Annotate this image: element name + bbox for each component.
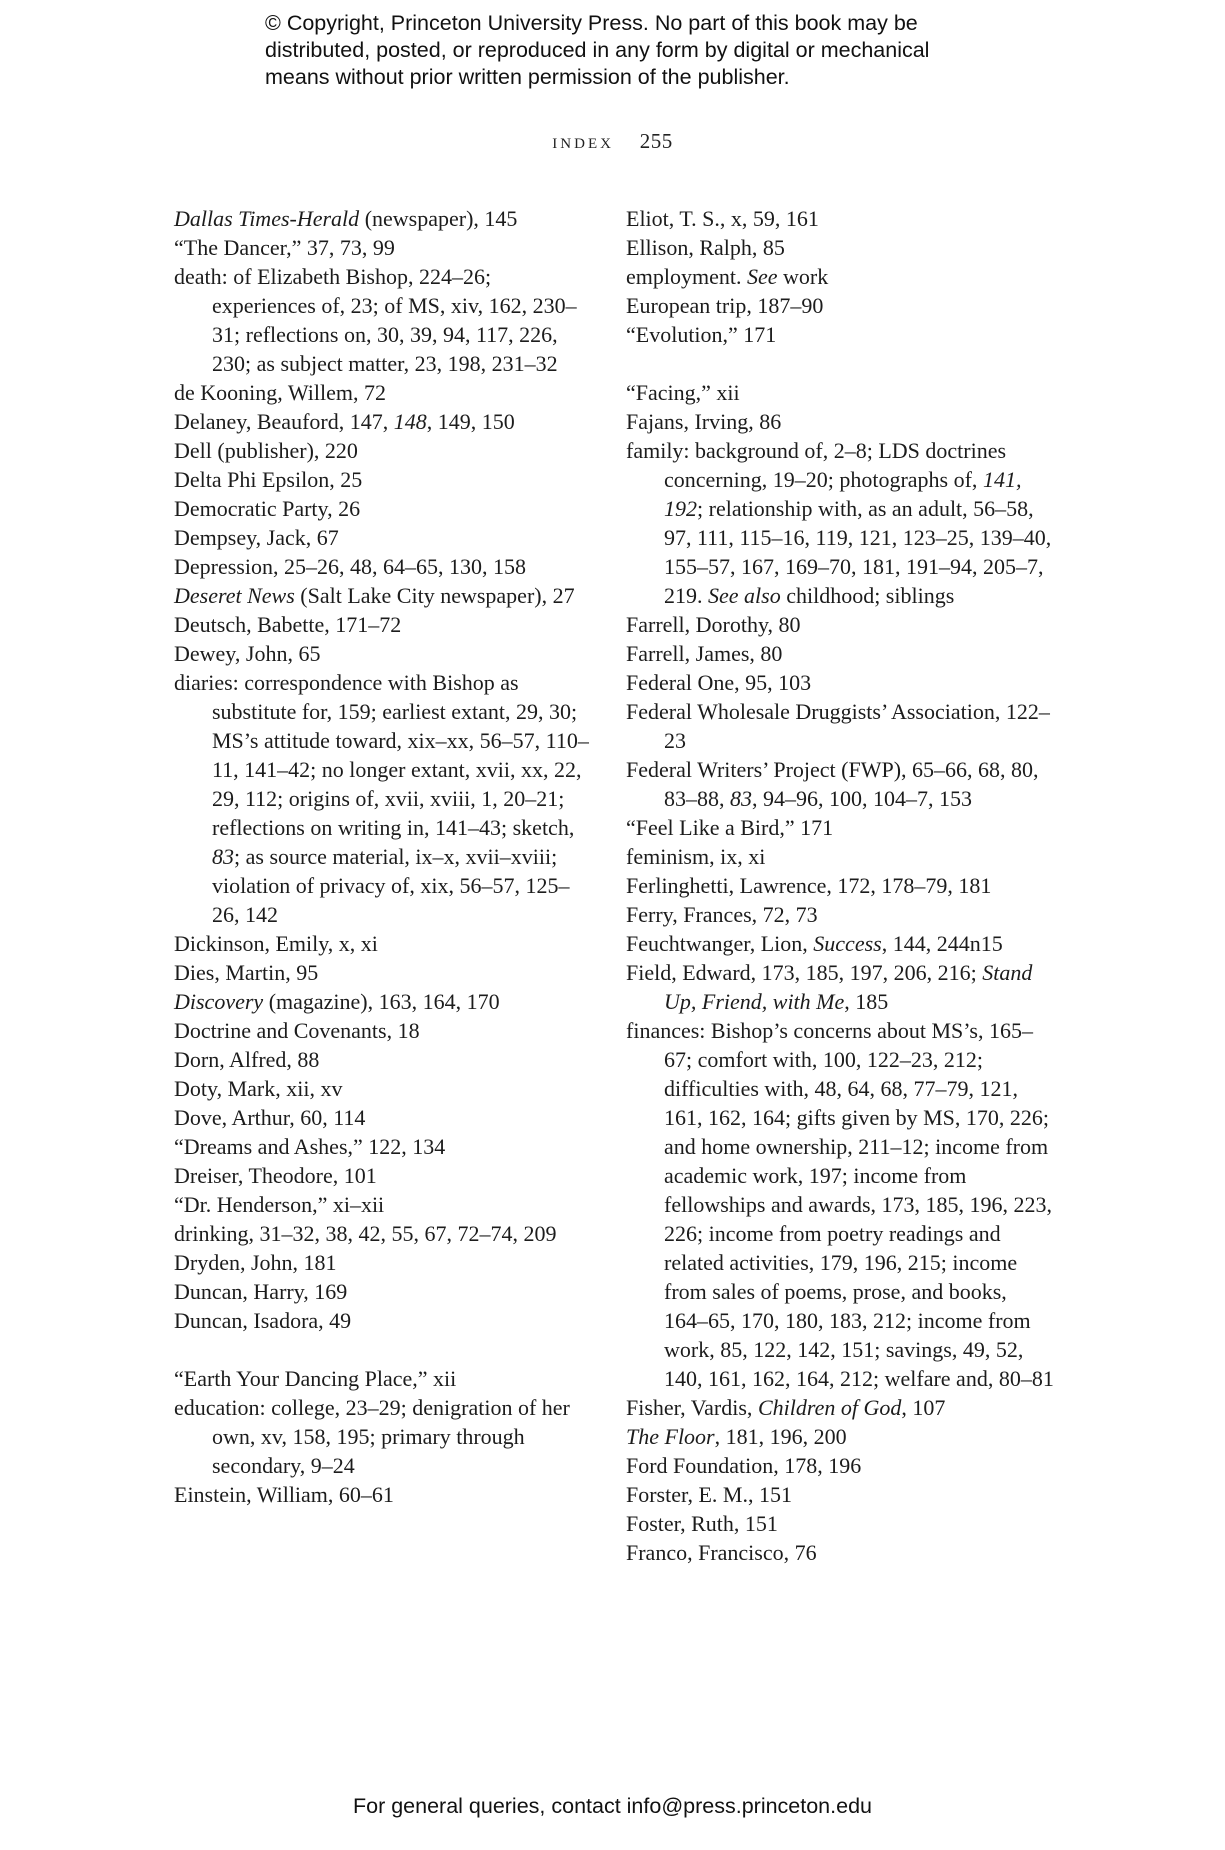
entry-text: Federal Wholesale Druggists’ Association, 122–23 — [626, 699, 1050, 753]
entry-text: Ford Foundation, 178, 196 — [626, 1453, 862, 1478]
entry-italic-title: Deseret News — [174, 583, 295, 608]
index-entry — [626, 813, 1056, 842]
entry-text: Farrell, James, 80 — [626, 641, 783, 666]
index-entry — [174, 1393, 594, 1480]
index-entry — [174, 378, 594, 407]
copyright-line: © Copyright, Princeton University Press. No part of this book may be — [265, 11, 918, 35]
entry-text: European trip, 187–90 — [626, 293, 824, 318]
entry-italic-part: See also — [708, 583, 781, 608]
entry-text-cont: childhood; siblings — [780, 583, 955, 608]
index-entry — [626, 204, 1056, 233]
entry-italic-part: Children of God — [757, 1395, 902, 1420]
entry-text: Franco, Francisco, 76 — [626, 1540, 817, 1565]
entry-italic-part: 83 — [212, 844, 234, 869]
entry-italic-part: Stand Up, Friend, with Me — [664, 960, 1033, 1014]
index-entry — [626, 291, 1056, 320]
entry-text: “Dr. Henderson,” xi–xii — [174, 1192, 385, 1217]
entry-text: Dreiser, Theodore, 101 — [174, 1163, 377, 1188]
index-entry — [174, 581, 594, 610]
index-entry — [174, 987, 594, 1016]
index-column-left — [174, 204, 594, 1509]
entry-text: Federal One, 95, 103 — [626, 670, 812, 695]
entry-text: Fajans, Irving, 86 — [626, 409, 782, 434]
entry-text: Dryden, John, 181 — [174, 1250, 337, 1275]
entry-text: Eliot, T. S., x, 59, 161 — [626, 206, 819, 231]
running-head-label: index — [552, 128, 614, 153]
entry-text: Duncan, Harry, 169 — [174, 1279, 348, 1304]
copyright-notice — [265, 10, 1025, 91]
entry-text: Doty, Mark, xii, xv — [174, 1076, 343, 1101]
entry-text: Feuchtwanger, Lion, — [626, 931, 814, 956]
index-entry — [174, 436, 594, 465]
running-head — [0, 128, 1225, 154]
index-entry — [174, 1219, 594, 1248]
page-number: 255 — [639, 129, 673, 153]
entry-text: diaries: correspondence with Bishop as substitute for, 159; earliest extant, 29, 30; MS’s attitude toward, xix–xx, 56–57, 110–11, 141–42; no longer extant, xvii, xx, 22, 29, 112; origins of, xvii, xviii, 1, 20–21; reflections on writing in, 141–43; sketch, — [174, 670, 589, 840]
index-entry — [626, 610, 1056, 639]
entry-text: Einstein, William, 60–61 — [174, 1482, 394, 1507]
index-column-right — [626, 204, 1056, 1567]
index-entry — [174, 1132, 594, 1161]
index-entry — [174, 1045, 594, 1074]
entry-text-cont: , 107 — [901, 1395, 946, 1420]
entry-text: Ferry, Frances, 72, 73 — [626, 902, 818, 927]
letter-group-spacer — [626, 349, 1056, 378]
index-entry — [626, 436, 1056, 610]
entry-text: Dewey, John, 65 — [174, 641, 321, 666]
entry-text: Fisher, Vardis, — [626, 1395, 758, 1420]
index-entry — [626, 900, 1056, 929]
entry-text: , 181, 196, 200 — [714, 1424, 847, 1449]
index-entry — [174, 1190, 594, 1219]
entry-text-cont: , 185 — [844, 989, 889, 1014]
index-entry — [626, 1538, 1056, 1567]
index-entry — [174, 262, 594, 378]
copyright-line: distributed, posted, or reproduced in any form by digital or mechanical — [265, 38, 930, 62]
index-entry — [174, 552, 594, 581]
entry-text: drinking, 31–32, 38, 42, 55, 67, 72–74, 209 — [174, 1221, 557, 1246]
entry-text: feminism, ix, xi — [626, 844, 766, 869]
entry-italic-title: The Floor — [626, 1424, 715, 1449]
entry-text: (magazine), 163, 164, 170 — [263, 989, 500, 1014]
entry-text: Farrell, Dorothy, 80 — [626, 612, 801, 637]
letter-group-spacer — [174, 1335, 594, 1364]
index-entry — [174, 1277, 594, 1306]
index-entry — [626, 842, 1056, 871]
index-entry — [626, 958, 1056, 1016]
index-entry — [626, 320, 1056, 349]
entry-text: Dell (publisher), 220 — [174, 438, 358, 463]
index-entry — [626, 668, 1056, 697]
entry-text-cont: , 144, 244n15 — [881, 931, 1003, 956]
index-entry — [626, 639, 1056, 668]
entry-text: Dies, Martin, 95 — [174, 960, 319, 985]
entry-text: de Kooning, Willem, 72 — [174, 380, 386, 405]
index-entry — [626, 1422, 1056, 1451]
entry-text-cont: ; as source material, ix–x, xvii–xviii; violation of privacy of, xix, 56–57, 125–26, 142 — [212, 844, 570, 927]
index-entry — [174, 1306, 594, 1335]
index-entry — [174, 1248, 594, 1277]
entry-text: death: of Elizabeth Bishop, 224–26; experiences of, 23; of MS, xiv, 162, 230–31; reflections on, 30, 39, 94, 117, 226, 230; as subject matter, 23, 198, 231–32 — [174, 264, 577, 376]
entry-italic-part: 148 — [393, 409, 427, 434]
entry-text-cont: ; relationship with, as an adult, 56–58, 97, 111, 115–16, 119, 121, 123–25, 139–40, 155–57, 167, 169–70, 181, 191–94, 205–7, 219. — [664, 496, 1052, 608]
index-entry — [174, 958, 594, 987]
index-entry — [174, 1161, 594, 1190]
entry-text: Ellison, Ralph, 85 — [626, 235, 785, 260]
entry-text-cont: , 94–96, 100, 104–7, 153 — [752, 786, 972, 811]
entry-text: “Dreams and Ashes,” 122, 134 — [174, 1134, 446, 1159]
entry-text: (Salt Lake City newspaper), 27 — [294, 583, 575, 608]
entry-text: finances: Bishop’s concerns about MS’s, 165–67; comfort with, 100, 122–23, 212; difficulties with, 48, 64, 68, 77–79, 121, 161, 162, 164; gifts given by MS, 170, 226; and home ownership, 211–12; income from academic work, 197; income from fellowships and awards, 173, 185, 196, 223, 226; income from poetry readings and related activities, 179, 196, 215; income from sales of poems, prose, and books, 164–65, 170, 180, 183, 212; income from work, 85, 122, 142, 151; savings, 49, 52, 140, 161, 162, 164, 212; welfare and, 80–81 — [626, 1018, 1054, 1391]
entry-italic-part: 141, 192 — [664, 467, 1022, 521]
footer-contact: For general queries, contact info@press.princeton.edu — [352, 1794, 872, 1818]
index-entry — [626, 1393, 1056, 1422]
index-entry — [174, 1016, 594, 1045]
entry-text: employment. — [626, 264, 747, 289]
index-entry — [626, 755, 1056, 813]
entry-text: Dickinson, Emily, x, xi — [174, 931, 378, 956]
entry-text: Dove, Arthur, 60, 114 — [174, 1105, 366, 1130]
entry-text: Foster, Ruth, 151 — [626, 1511, 778, 1536]
index-entry — [174, 204, 594, 233]
entry-text: “Facing,” xii — [626, 380, 740, 405]
index-entry — [626, 697, 1056, 755]
index-entry — [626, 233, 1056, 262]
entry-text: Delta Phi Epsilon, 25 — [174, 467, 363, 492]
entry-text: Forster, E. M., 151 — [626, 1482, 792, 1507]
index-entry — [174, 494, 594, 523]
entry-text: Ferlinghetti, Lawrence, 172, 178–79, 181 — [626, 873, 992, 898]
entry-text: family: background of, 2–8; LDS doctrines concerning, 19–20; photographs of, — [626, 438, 1007, 492]
index-entry — [174, 523, 594, 552]
entry-italic-part: Success — [813, 931, 882, 956]
index-entry — [174, 233, 594, 262]
index-entry — [626, 378, 1056, 407]
index-entry — [174, 1074, 594, 1103]
entry-text: Field, Edward, 173, 185, 197, 206, 216; — [626, 960, 983, 985]
entry-text-cont: work — [777, 264, 829, 289]
index-entry — [174, 465, 594, 494]
entry-italic-title: Discovery — [174, 989, 264, 1014]
index-entry — [626, 1016, 1056, 1393]
index-entry — [626, 871, 1056, 900]
entry-italic-part: 83 — [730, 786, 752, 811]
index-entry — [174, 1480, 594, 1509]
entry-text: Duncan, Isadora, 49 — [174, 1308, 352, 1333]
entry-text: Federal Writers’ Project (FWP), 65–66, 68, 80, 83–88, — [626, 757, 1039, 811]
index-entry — [174, 407, 594, 436]
copyright-line: means without prior written permission of the publisher. — [265, 65, 790, 89]
entry-italic-part: See — [746, 264, 778, 289]
entry-text: Delaney, Beauford, 147, — [174, 409, 394, 434]
index-entry — [174, 1364, 594, 1393]
entry-text: (newspaper), 145 — [359, 206, 518, 231]
index-entry — [174, 639, 594, 668]
entry-text: Deutsch, Babette, 171–72 — [174, 612, 402, 637]
entry-text: “Evolution,” 171 — [626, 322, 777, 347]
entry-text: Democratic Party, 26 — [174, 496, 361, 521]
index-entry — [626, 929, 1056, 958]
index-entry — [174, 929, 594, 958]
entry-text: Dempsey, Jack, 67 — [174, 525, 339, 550]
index-entry — [626, 262, 1056, 291]
entry-text: “The Dancer,” 37, 73, 99 — [174, 235, 395, 260]
entry-text: Doctrine and Covenants, 18 — [174, 1018, 420, 1043]
entry-text: Dorn, Alfred, 88 — [174, 1047, 320, 1072]
entry-text: “Feel Like a Bird,” 171 — [626, 815, 834, 840]
index-entry — [174, 610, 594, 639]
entry-text-cont: , 149, 150 — [426, 409, 515, 434]
index-entry — [626, 1509, 1056, 1538]
entry-text: “Earth Your Dancing Place,” xii — [174, 1366, 457, 1391]
index-entry — [626, 407, 1056, 436]
index-entry — [626, 1451, 1056, 1480]
index-entry — [626, 1480, 1056, 1509]
entry-text: Depression, 25–26, 48, 64–65, 130, 158 — [174, 554, 526, 579]
entry-italic-title: Dallas Times-Herald — [174, 206, 360, 231]
index-entry — [174, 668, 594, 929]
index-entry — [174, 1103, 594, 1132]
entry-text: education: college, 23–29; denigration of her own, xv, 158, 195; primary through secondary, 9–24 — [174, 1395, 570, 1478]
